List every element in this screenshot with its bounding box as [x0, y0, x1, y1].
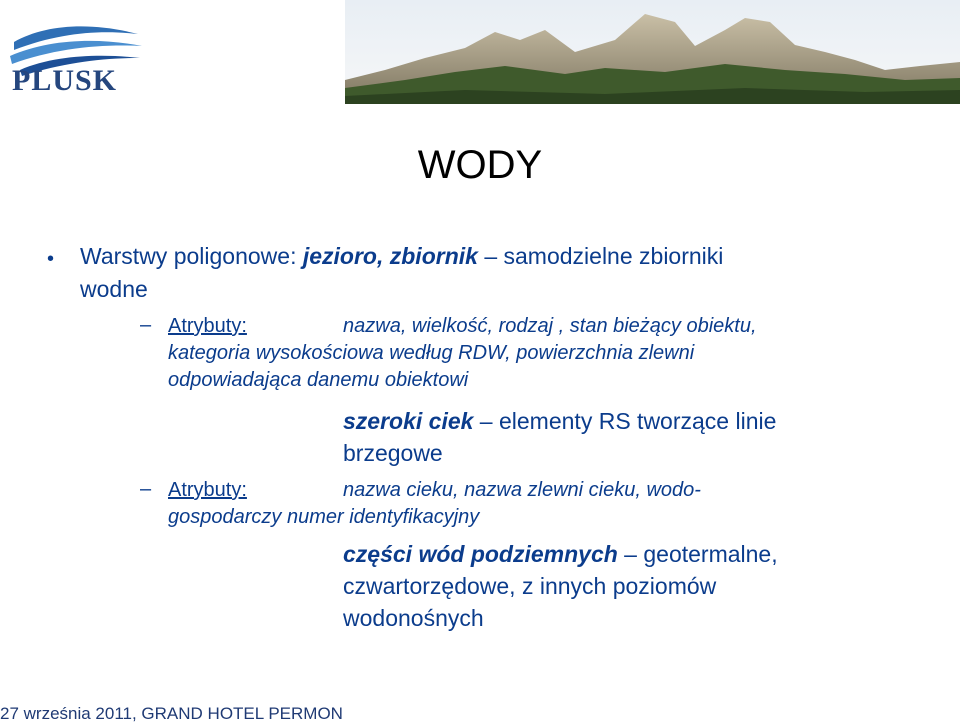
sub2-emphasis: części wód podziemnych — [343, 541, 618, 567]
bullet-text — [80, 240, 930, 306]
bullet-emphasis: jezioro, zbiornik — [302, 243, 478, 269]
sub2-rest: – geotermalne, — [617, 541, 778, 567]
attributes-block-2 — [168, 477, 908, 531]
attributes-line3: odpowiadająca danemu obiektowi — [168, 369, 469, 391]
attributes-line1: nazwa, wielkość, rodzaj , stan bieżący obiektu, — [343, 315, 757, 337]
dash-marker: – — [140, 478, 152, 500]
attributes-label: Atrybuty: — [168, 315, 247, 337]
logo-text: PLUSK — [12, 64, 118, 97]
attributes-line2: kategoria wysokościowa według RDW, powierzchnia zlewni — [168, 342, 695, 364]
slide-title: WODY — [417, 143, 543, 187]
sub-item-szeroki-ciek — [343, 405, 933, 469]
attributes-line1: nazwa cieku, nazwa zlewni cieku, wodo- — [343, 479, 701, 501]
slide-header — [0, 0, 960, 105]
attributes-block-1 — [168, 313, 908, 394]
attributes-line2: gospodarczy numer identyfikacyjny — [168, 506, 480, 528]
slide-footer: 27 września 2011, GRAND HOTEL PERMON — [0, 704, 343, 723]
bullet-rest-line1: – samodzielne zbiorniki — [477, 243, 724, 269]
sub1-rest: – elementy RS tworzące linie — [473, 408, 777, 434]
mountain-photo — [345, 0, 960, 104]
sub-item-czesci-wod — [343, 538, 933, 634]
bullet-rest-line2: wodne — [80, 276, 148, 302]
dash-marker: – — [140, 314, 152, 336]
sub1-line2: brzegowe — [343, 440, 443, 466]
sub2-line3: wodonośnych — [343, 605, 484, 631]
bullet-dot: • — [47, 248, 55, 270]
attributes-label: Atrybuty: — [168, 479, 247, 501]
sub2-line2: czwartorzędowe, z innych poziomów — [343, 573, 717, 599]
bullet-prefix: Warstwy poligonowe: — [80, 243, 303, 269]
sub1-emphasis: szeroki ciek — [343, 408, 474, 434]
